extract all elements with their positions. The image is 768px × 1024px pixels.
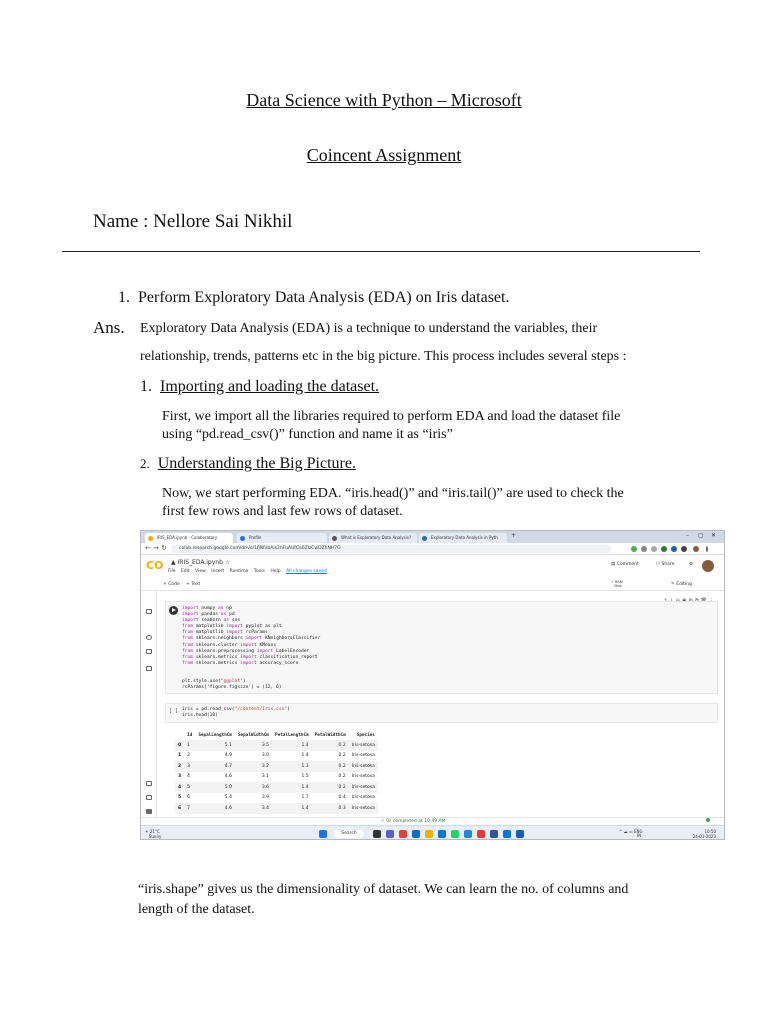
question-1: [118, 289, 509, 307]
table-header-cell: [175, 730, 184, 740]
share-label: Share: [661, 562, 675, 567]
terminal-icon: [146, 809, 152, 814]
profile-avatar-icon: [693, 546, 699, 552]
step-2-body-line-2: first few rows and last few rows of dataset.: [162, 504, 403, 519]
table-header-cell: Id: [187, 732, 193, 738]
table-header-cell: PetalLengthCm: [275, 732, 309, 738]
menu-runtime: Runtime: [229, 569, 249, 574]
table-cell: Iris-setosa: [349, 740, 378, 751]
comment-button: ▤ Comment: [611, 562, 639, 567]
disk-label: Disk: [614, 584, 622, 588]
table-header-cell: SepalLengthCm: [198, 732, 232, 738]
table-row: [175, 793, 378, 804]
divider-line: [62, 251, 700, 252]
tab-eda-python: [419, 533, 507, 543]
browser-url-bar: [141, 543, 724, 555]
step-2-body-line-1: Now, we start performing EDA. “iris.head()” and “iris.tail()” are used to check the: [162, 486, 624, 501]
colab-menu: [168, 569, 331, 574]
table-cell: 1.3: [272, 761, 312, 772]
menu-tools: Tools: [253, 569, 265, 574]
address-field: colab.research.google.com/drive/1fiNfxbAis2hFuAUfCa0ZlzCwDZhNH7G: [171, 545, 611, 553]
new-tab-icon: +: [511, 532, 517, 539]
table-cell: Iris-setosa: [349, 761, 378, 772]
chat-icon: [386, 830, 394, 838]
table-cell: 0: [175, 740, 184, 751]
table-cell: 3.4: [235, 803, 272, 814]
user-avatar: [702, 560, 714, 572]
back-icon: ←: [145, 544, 151, 552]
teams-icon: [516, 830, 524, 838]
edge-icon: [412, 830, 420, 838]
table-cell: 6: [175, 803, 184, 814]
add-code-button: + Code: [163, 582, 180, 587]
tab-eda-python-label: Exploratory Data Analysis in Pyth: [431, 535, 498, 540]
comment-label: Comment: [616, 562, 639, 567]
table-cell: 4: [187, 774, 191, 780]
table-cell: 5.4: [224, 795, 232, 801]
toc-icon: [146, 609, 152, 614]
table-cell: Iris-setosa: [349, 782, 378, 793]
menu-insert: Insert: [211, 569, 225, 574]
menu-help: Help: [270, 569, 281, 574]
table-cell: 1.7: [301, 795, 309, 801]
forward-icon: →: [153, 544, 159, 552]
settings-icon: ⚙: [689, 562, 694, 567]
tab-iris-eda-label: IRIS_EDA.ipynb - Colaboratory: [157, 535, 218, 540]
table-cell: 3.6: [235, 782, 272, 793]
windows-taskbar: [141, 825, 724, 840]
table-cell: 5: [184, 782, 195, 793]
code-line: from sklearn.metrics import accuracy_score: [182, 660, 299, 666]
tab-iris-eda: [145, 533, 233, 543]
code-snippets-icon: [146, 781, 152, 786]
table-cell: 5.1: [195, 740, 235, 751]
browser-menu-icon: [706, 546, 708, 552]
clock-time: 10:50: [704, 829, 716, 834]
table-row: [175, 803, 378, 814]
step-1-heading: [140, 378, 379, 396]
table-cell: 1.4: [272, 740, 312, 751]
head-line: iris.head(10): [182, 713, 218, 719]
answer-intro-line-2: relationship, trends, patterns etc in the big picture. This process includes several steps :: [140, 349, 627, 364]
taskbar-clock: [693, 829, 716, 839]
table-cell: 5: [178, 795, 182, 801]
table-row: [175, 740, 378, 751]
table-cell: 1: [184, 740, 195, 751]
step-2-heading: [140, 455, 356, 473]
lang-top: ENG: [633, 829, 643, 834]
table-cell: 0.2: [312, 740, 349, 751]
maximize-icon: ▢: [698, 532, 704, 539]
table-cell: 0.2: [312, 782, 349, 793]
colab-screenshot: [140, 530, 725, 840]
table-cell: 4: [175, 782, 184, 793]
step-1-number: 1.: [140, 378, 152, 395]
task-view-icon: [373, 830, 381, 838]
table-cell: 4.6: [224, 774, 232, 780]
code-cell-imports: [165, 601, 718, 694]
table-cell: 4.7: [195, 761, 235, 772]
question-number: 1.: [118, 289, 130, 306]
reload-icon: ↻: [161, 544, 167, 552]
extension-2-icon: [661, 546, 667, 552]
menu-file: File: [168, 569, 176, 574]
notebook-name: ▲ IRIS_EDA.ipynb ☆: [171, 559, 231, 566]
table-cell: 1.4: [301, 753, 309, 759]
table-cell: 1.4: [272, 803, 312, 814]
file-explorer-icon: [425, 830, 433, 838]
table-cell: 1: [178, 753, 182, 759]
after-text-line-1: “iris.shape” gives us the dimensionality of dataset. We can learn the no. of columns and: [138, 882, 629, 897]
menu-edit: Edit: [180, 569, 190, 574]
after-text-line-2: length of the dataset.: [138, 902, 255, 917]
colab-header: [141, 555, 724, 579]
table-cell: 2: [187, 753, 191, 759]
saved-status: All changes saved: [286, 569, 327, 574]
table-cell: 3.9: [261, 795, 270, 801]
search-icon: [146, 635, 152, 640]
read-csv-code: [182, 707, 290, 719]
document-title: Data Science with Python – Microsoft: [246, 90, 522, 110]
table-row: [175, 772, 378, 783]
execution-status: ✓ 0s completed at 10:49 AM: [381, 819, 446, 824]
table-row: [175, 751, 378, 762]
code-cell-read-csv: [165, 703, 718, 723]
table-cell: Iris-setosa: [349, 803, 378, 814]
star-icon: [651, 546, 657, 552]
table-cell: Iris-setosa: [351, 774, 375, 780]
table-cell: 6: [187, 795, 191, 801]
table-cell: 2: [175, 761, 184, 772]
tab-what-is-eda: [329, 533, 417, 543]
cell-execution-bracket: [ ]: [169, 708, 179, 714]
editing-label: Editing: [676, 582, 692, 587]
table-cell: 7: [184, 803, 195, 814]
table-cell: 1.5: [301, 774, 309, 780]
table-header-row: [175, 730, 378, 740]
clock-date: 24-01-2023: [692, 834, 716, 839]
browser-tab-bar: [141, 531, 724, 543]
extension-4-icon: [681, 546, 687, 552]
step-1-title: Importing and loading the dataset.: [160, 378, 380, 395]
code-line: from sklearn.neighbors import KNeighborsClassifier: [182, 636, 321, 642]
command-palette-icon: [146, 795, 152, 800]
start-icon: [319, 830, 327, 838]
table-cell: 3.1: [261, 774, 270, 780]
app-icon: [477, 830, 485, 838]
system-tray: ^ ☁ ▭ ENG IN: [619, 829, 643, 838]
whatsapp-icon: [451, 830, 459, 838]
table-cell: 0.2: [312, 761, 349, 772]
chrome-icon: [399, 830, 407, 838]
store-icon: [438, 830, 446, 838]
question-text: Perform Exploratory Data Analysis (EDA) on Iris dataset.: [138, 289, 510, 306]
code-lines: [182, 606, 320, 673]
code-line: import seaborn as sns: [182, 618, 241, 624]
left-rail: [141, 591, 157, 821]
lang-bottom: IN: [637, 833, 642, 838]
ram-label: RAM: [615, 580, 623, 584]
rcparams-line: rcParams['figure.figsize'] = (12, 6): [182, 685, 282, 691]
table-body: [175, 740, 378, 814]
table-cell: 4.6: [195, 803, 235, 814]
code-line: from matplotlib import rcParams: [182, 630, 268, 636]
weather-desc: Sunny: [148, 834, 162, 839]
tab-profile-label: Profile: [249, 535, 262, 540]
code-line: from sklearn.cluster import KMeans: [182, 642, 277, 648]
answer-label: Ans.: [93, 318, 125, 337]
code-line: from matplotlib import pyplot as plt: [182, 624, 282, 630]
table-cell: 3.5: [235, 740, 272, 751]
menu-view: View: [195, 569, 206, 574]
variables-icon: [146, 649, 152, 654]
files-icon: [146, 666, 152, 671]
table-cell: Iris-setosa: [351, 795, 375, 801]
notebook-toolbar: [141, 579, 724, 591]
table-cell: 5.0: [195, 782, 235, 793]
step-1-body-line-1: First, we import all the libraries required to perform EDA and load the dataset file: [162, 409, 621, 424]
table-row: [175, 782, 378, 793]
step-1-body-line-2: using “pd.read_csv()” function and name it as “iris”: [162, 427, 453, 442]
table-cell: Iris-setosa: [351, 753, 375, 759]
table-cell: 0.2: [338, 774, 346, 780]
minimize-icon: –: [686, 532, 689, 539]
table-row: [175, 761, 378, 772]
table-cell: 3.2: [235, 761, 272, 772]
add-text-button: + Text: [186, 582, 201, 587]
taskbar-search: Search: [334, 830, 364, 838]
code-line: from sklearn.preprocessing import LabelEncoder: [182, 648, 310, 654]
code-line: import pandas as pd: [182, 612, 235, 618]
share-button: ⚇ Share: [656, 562, 675, 567]
mail-icon: [464, 830, 472, 838]
close-window-icon: ✕: [711, 532, 717, 539]
imports-code: [182, 606, 320, 691]
style-line: plt.style.use("ggplot"): [182, 679, 246, 685]
status-bar: [141, 817, 724, 825]
table-cell: 0.4: [338, 795, 346, 801]
share-page-icon: [641, 546, 647, 552]
code-line: import numpy as np: [182, 606, 232, 611]
table-cell: 3: [178, 774, 182, 780]
step-2-number: 2.: [140, 456, 150, 471]
table-cell: 3: [184, 761, 195, 772]
tab-what-is-eda-label: What is Exploratory Data Analysis?: [341, 535, 412, 540]
table-header-cell: SepalWidthCm: [237, 732, 270, 738]
table-cell: 1.4: [272, 782, 312, 793]
colab-logo: CO: [146, 559, 164, 572]
extension-3-icon: [671, 546, 677, 552]
table-cell: 3.0: [261, 753, 270, 759]
table-cell: 0.3: [312, 803, 349, 814]
editing-button: ✎ Editing: [671, 582, 692, 587]
read-csv-line: iris = pd.read_csv("/content/Iris.csv"): [182, 707, 290, 712]
extension-icon: [631, 546, 637, 552]
answer-intro-line-1: Exploratory Data Analysis (EDA) is a technique to understand the variables, their: [140, 321, 598, 336]
document-subtitle: Coincent Assignment: [306, 145, 462, 165]
table-cell: 0.2: [338, 753, 346, 759]
student-name: Name : Nellore Sai Nikhil: [93, 211, 293, 232]
outlook-icon: [503, 830, 511, 838]
step-2-title: Understanding the Big Picture.: [157, 455, 356, 472]
connection-dot-icon: [706, 818, 710, 822]
run-cell-icon: [169, 606, 178, 615]
resources-indicator: ✓ RAM Disk: [611, 580, 623, 588]
table-header-cell: PetalWidthCm: [314, 732, 346, 738]
notebook-name-label: IRIS_EDA.ipynb: [177, 559, 223, 566]
code-line: from sklearn.metrics import classification_report: [182, 654, 318, 660]
iris-head-table: [175, 730, 378, 814]
word-icon: [490, 830, 498, 838]
table-header-cell: Species: [356, 732, 375, 738]
weather-widget: ☀ 21°C Sunny: [145, 829, 162, 839]
weather-temp: 21°C: [149, 829, 160, 834]
tab-profile: [237, 533, 327, 543]
table-cell: 4.9: [224, 753, 232, 759]
